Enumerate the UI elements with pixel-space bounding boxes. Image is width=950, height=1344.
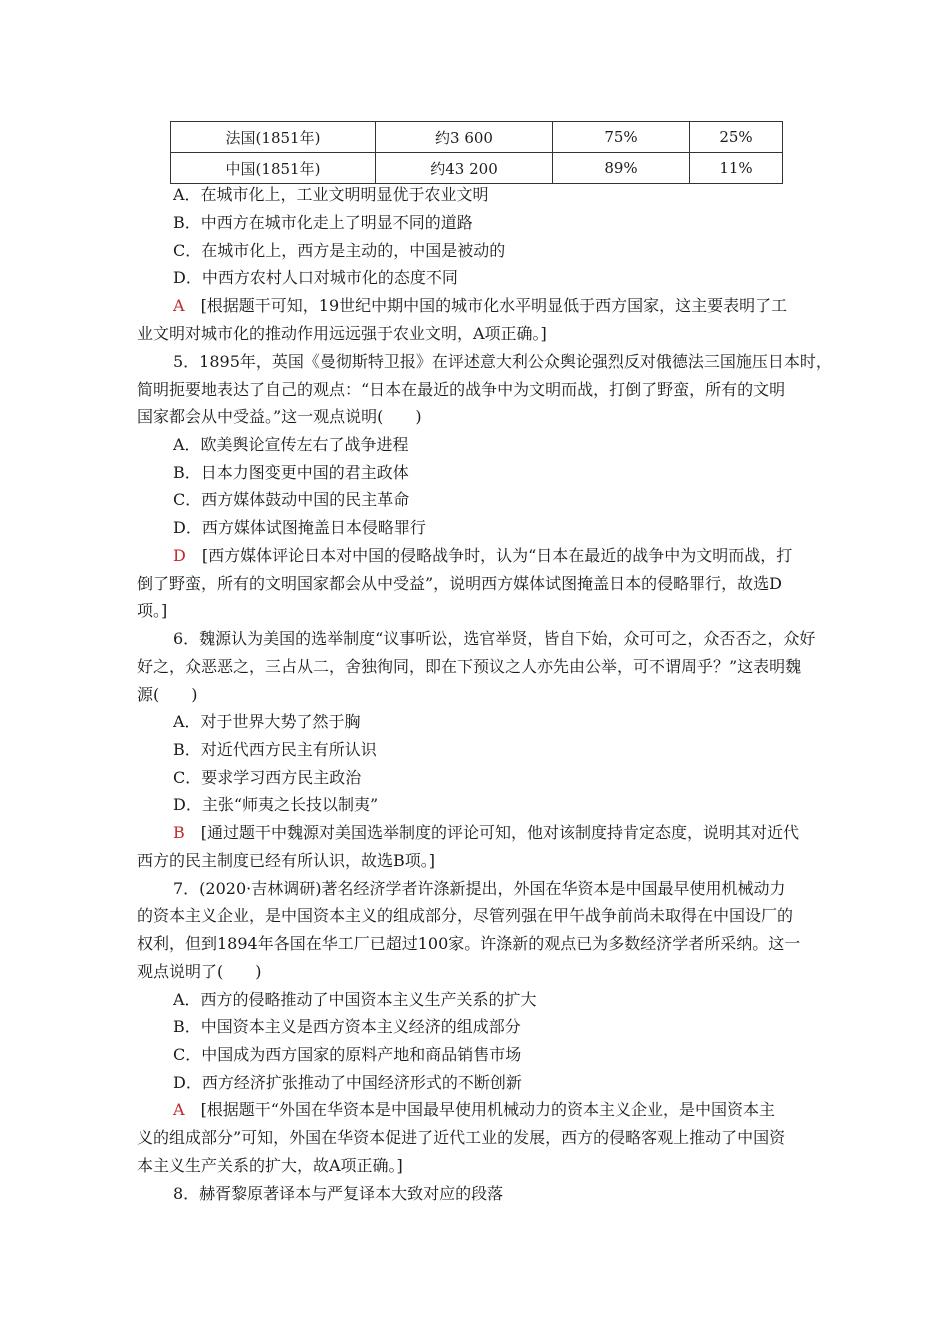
table-cell: 25% (690, 122, 783, 153)
q5-answer-letter: D (173, 546, 186, 565)
q6-option-a: A．对于世界大势了然于胸 (173, 712, 361, 731)
q6-stem-line: 6．魏源认为美国的选举制度“议事听讼，选官举贤，皆自下始，众可可之，众否否之，众好 (173, 629, 816, 648)
table-cell: 法国(1851年) (171, 122, 376, 153)
q4-option-d: D．中西方农村人口对城市化的态度不同 (173, 268, 458, 287)
q7-stem-line: 7．(2020·吉林调研)著名经济学者许涤新提出，外国在华资本是中国最早使用机械动力 (173, 879, 786, 898)
q8-stem-line: 8．赫胥黎原著译本与严复译本大致对应的段落 (173, 1184, 504, 1203)
table-row (171, 122, 783, 153)
q7-option-d: D．西方经济扩张推动了中国经济形式的不断创新 (173, 1073, 522, 1092)
table-cell: 75% (553, 122, 690, 153)
q4-answer-letter: A (173, 296, 185, 315)
q6-explanation-text: [通过题干中魏源对美国选举制度的评论可知，他对该制度持肯定态度，说明其对近代 (184, 823, 800, 842)
q6-stem-line: 源( ) (137, 685, 198, 704)
table-cell: 约3 600 (376, 122, 553, 153)
q6-explanation-line: 西方的民主制度已经有所认识，故选B项。] (137, 851, 436, 870)
q5-explanation-line (173, 546, 792, 566)
table-cell: 中国(1851年) (171, 153, 376, 184)
q5-stem-line: 国家都会从中受益。”这一观点说明( ) (137, 407, 422, 426)
q4-option-c: C．在城市化上，西方是主动的，中国是被动的 (173, 241, 506, 260)
q7-explanation-line (173, 1100, 775, 1120)
q4-explanation-line (173, 296, 787, 316)
q5-option-d: D．西方媒体试图掩盖日本侵略罪行 (173, 518, 426, 537)
q6-option-b: B．对近代西方民主有所认识 (173, 740, 377, 759)
q5-explanation-line: 倒了野蛮，所有的文明国家都会从中受益”，说明西方媒体试图掩盖日本的侵略罪行，故选D (137, 574, 783, 593)
q5-stem-line: 5．1895年，英国《曼彻斯特卫报》在评述意大利公众舆论强烈反对俄德法三国施压日本时， (173, 352, 832, 371)
q5-stem-line: 简明扼要地表达了自己的观点：“日本在最近的战争中为文明而战，打倒了野蛮，所有的文明 (137, 380, 786, 399)
q5-option-b: B．日本力图变更中国的君主政体 (173, 463, 409, 482)
table-cell: 11% (690, 153, 783, 184)
table-cell: 约43 200 (376, 153, 553, 184)
q5-option-c: C．西方媒体鼓动中国的民主革命 (173, 490, 410, 509)
q6-option-c: C．要求学习西方民主政治 (173, 768, 362, 787)
q7-stem-line: 观点说明了( ) (137, 962, 262, 981)
q4-option-a: A．在城市化上，工业文明明显优于农业文明 (173, 185, 489, 204)
table-cell: 89% (553, 153, 690, 184)
q7-option-c: C．中国成为西方国家的原料产地和商品销售市场 (173, 1045, 522, 1064)
q7-option-b: B．中国资本主义是西方资本主义经济的组成部分 (173, 1017, 521, 1036)
q6-answer-letter: B (173, 823, 185, 842)
q5-option-a: A．欧美舆论宣传左右了战争进程 (173, 435, 409, 454)
q5-explanation-line: 项。] (137, 601, 168, 620)
q6-explanation-line (173, 823, 799, 843)
q7-explanation-line: 义的组成部分”可知，外国在华资本促进了近代工业的发展，西方的侵略客观上推动了中国资 (137, 1128, 786, 1147)
q4-explanation-text: [根据题干可知，19世纪中期中国的城市化水平明显低于西方国家，这主要表明了工 (184, 296, 788, 315)
q4-explanation-line: 业文明对城市化的推动作用远远强于农业文明，A项正确。] (137, 324, 547, 343)
q7-explanation-line: 本主义生产关系的扩大，故A项正确。] (137, 1156, 403, 1175)
q7-stem-line: 的资本主义企业，是中国资本主义的组成部分，尽管列强在甲午战争前尚未取得在中国设厂的 (137, 906, 794, 925)
q7-option-a: A．西方的侵略推动了中国资本主义生产关系的扩大 (173, 990, 537, 1009)
q7-answer-letter: A (173, 1100, 185, 1119)
table-row (171, 153, 783, 184)
q5-explanation-text: [西方媒体评论日本对中国的侵略战争时，认为“日本在最近的战争中为文明而战，打 (185, 546, 793, 565)
q6-option-d: D．主张“师夷之长技以制夷” (173, 795, 379, 814)
q7-stem-line: 权利，但到1894年各国在华工厂已超过100家。许涤新的观点已为多数经济学者所采纳。这一 (137, 934, 801, 953)
q4-option-b: B．中西方在城市化走上了明显不同的道路 (173, 213, 473, 232)
q6-stem-line: 好之，众恶恶之，三占从二，舍独徇同，即在下预议之人亦先由公举，可不谓周乎？”这表明魏 (137, 657, 802, 676)
population-table (170, 121, 783, 184)
q7-explanation-text: [根据题干“外国在华资本是中国最早使用机械动力的资本主义企业，是中国资本主 (184, 1100, 775, 1119)
